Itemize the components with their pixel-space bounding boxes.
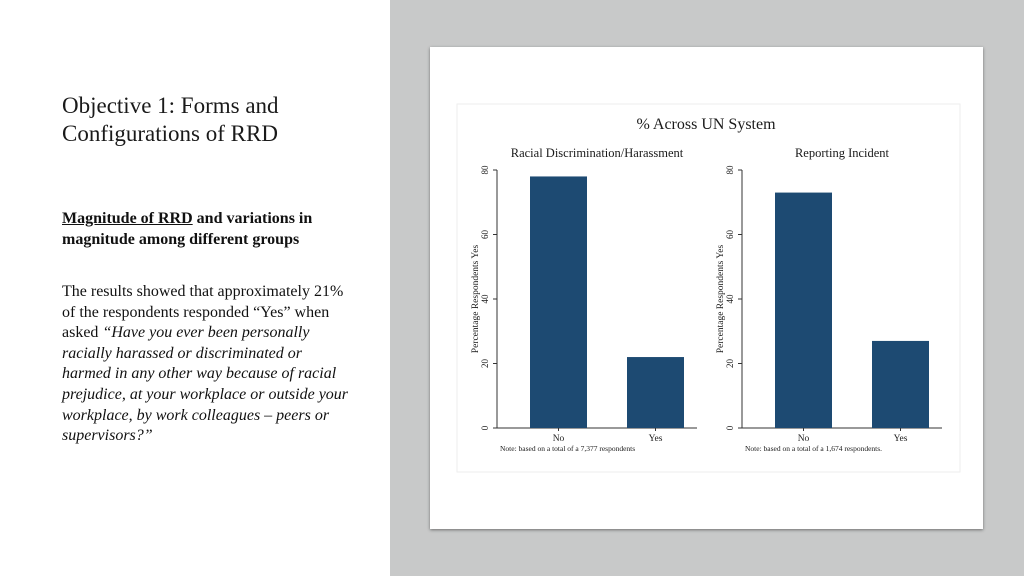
y-axis-label: Percentage Respondents Yes bbox=[471, 244, 481, 354]
y-tick-label: 40 bbox=[725, 294, 735, 304]
findings-paragraph bbox=[62, 282, 352, 447]
y-tick-label: 0 bbox=[725, 425, 735, 431]
y-tick-label: 80 bbox=[480, 165, 490, 175]
panel-note: Note: based on a total of a 7,377 respondents bbox=[500, 444, 636, 453]
survey-question: “Have you ever been personally racially harassed or discriminated or harmed in any other way because of racial prejudice, at your workplace or outside your workplace, by work colleagues – peers or supervisors?” bbox=[62, 324, 349, 445]
chart-title: % Across UN System bbox=[636, 116, 776, 133]
subheading-rest: and variations in magnitude among different groups bbox=[62, 210, 313, 248]
bar-no bbox=[530, 176, 587, 428]
findings-intro: The results showed that approximately 21% of the respondents responded “Yes” when asked bbox=[62, 283, 344, 342]
y-tick-label: 60 bbox=[480, 230, 490, 239]
y-tick-label: 20 bbox=[725, 359, 735, 368]
x-tick-label: Yes bbox=[648, 434, 663, 444]
text-pane bbox=[0, 0, 390, 576]
y-axis-label: Percentage Respondents Yes bbox=[716, 244, 726, 354]
bar-chart bbox=[430, 47, 983, 529]
subheading-underlined: Magnitude of RRD bbox=[62, 210, 193, 227]
y-tick-label: 60 bbox=[725, 230, 735, 239]
y-tick-label: 80 bbox=[725, 165, 735, 175]
x-tick-label: No bbox=[552, 434, 565, 444]
bar-yes bbox=[872, 341, 929, 428]
bar-yes bbox=[627, 357, 684, 428]
panel-subtitle: Racial Discrimination/Harassment bbox=[510, 146, 684, 160]
x-tick-label: No bbox=[797, 434, 810, 444]
slide-title: Objective 1: Forms and Configurations of RRD bbox=[62, 93, 279, 146]
chart-figure bbox=[430, 47, 983, 529]
y-tick-label: 40 bbox=[480, 294, 490, 304]
y-tick-label: 20 bbox=[480, 359, 490, 368]
x-tick-label: Yes bbox=[893, 434, 908, 444]
bar-no bbox=[775, 193, 832, 428]
panel-subtitle: Reporting Incident bbox=[794, 146, 890, 160]
panel-note: Note: based on a total of a 1,674 respondents. bbox=[745, 444, 883, 453]
section-subheading bbox=[62, 208, 362, 250]
y-tick-label: 0 bbox=[480, 425, 490, 431]
